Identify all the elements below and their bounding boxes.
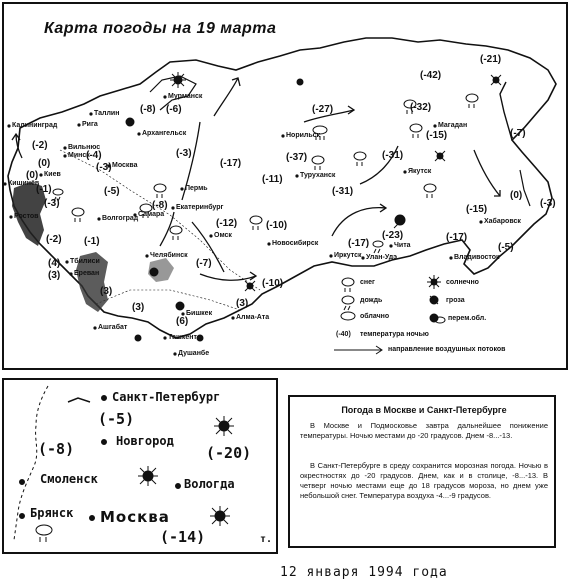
city-label-vladivostok: Владивосток: [454, 254, 500, 261]
city-label-yakutsk: Якутск: [408, 168, 432, 175]
legend-rain: дождь: [360, 297, 383, 304]
temperature-label: (-3): [540, 198, 556, 209]
temperature-label: (-6): [166, 104, 182, 115]
storm-icon: [430, 296, 438, 304]
temperature-label: (-1): [36, 184, 52, 195]
temperature-label: (-15): [466, 204, 488, 215]
city-dot-khabarovsk: [479, 220, 482, 223]
city-label-alma-ata: Алма-Ата: [236, 314, 270, 321]
variable-cloud-icon: [176, 302, 184, 310]
temperature-label: (-3): [96, 162, 112, 173]
city-label-novosibirsk: Новосибирск: [272, 240, 319, 247]
city-dot-tashkent: [163, 336, 166, 339]
temperature-label: (-3): [176, 148, 192, 159]
forecast-article: [288, 395, 556, 548]
city-label-ashgabat: Ашгабат: [98, 324, 128, 331]
city-label-tbilisi: Тбилиси: [70, 258, 100, 265]
city-label-kaliningrad: Калининград: [12, 122, 58, 129]
city-label-norilsk: Норильск: [286, 132, 321, 139]
snow-icon: [424, 184, 436, 198]
temperature-label: (-2): [32, 140, 48, 151]
city-dot-yakutsk: [403, 170, 406, 173]
city-label-chita: Чита: [394, 242, 411, 249]
legend-variable: перем.обл.: [448, 315, 487, 322]
inset-temp-west: (-8): [38, 440, 75, 458]
city-dot-dushanbe: [173, 352, 176, 355]
city-label-turukhansk: Туруханск: [300, 172, 336, 179]
city-label-rostov: Ростов: [14, 213, 39, 220]
city-label-vilnius: Вильнюс: [68, 144, 101, 151]
legend-night-temp-sample: (-40): [336, 331, 351, 338]
city-dot-arkhangelsk: [137, 132, 140, 135]
temperature-label: (4): [48, 258, 61, 269]
legend-cloudy: облачно: [360, 313, 390, 320]
snow-icon: [354, 152, 366, 166]
city-label-kishinev: Кишинёв: [8, 180, 40, 187]
city-dot-ekaterinburg: [171, 206, 174, 209]
city-dot-turukhansk: [295, 174, 298, 177]
temperature-label: (3): [236, 298, 249, 309]
temperature-label: (-8): [152, 200, 168, 211]
inset-city-bryansk: Брянск: [30, 506, 74, 520]
city-dot-minsk: [63, 154, 66, 157]
city-label-murmansk: Мурманск: [168, 93, 203, 100]
city-dot-vilnius: [63, 146, 66, 149]
city-dot-irkutsk: [329, 254, 332, 257]
temperature-label: (-17): [220, 158, 242, 169]
variable-cloud-icon: [135, 335, 141, 341]
legend-snow: снег: [360, 279, 375, 286]
city-dot-riga: [77, 123, 80, 126]
variable-cloud-icon: [197, 335, 203, 341]
temperature-label: (-10): [262, 278, 284, 289]
temperature-label: (-5): [104, 186, 120, 197]
city-dot-novosibirsk: [267, 242, 270, 245]
city-label-ekaterinburg: Екатеринбург: [176, 204, 224, 211]
city-dot-perm: [180, 187, 183, 190]
city-label-volgograd: Волгоград: [102, 215, 139, 222]
temperature-label: (-31): [332, 186, 354, 197]
inset-city-smolensk: Смоленск: [40, 472, 98, 486]
inset-city-novgorod: Новгород: [116, 434, 174, 448]
city-dot-tbilisi: [65, 260, 68, 263]
legend-air-flow: направление воздушных потоков: [388, 346, 506, 353]
variable-cloud-icon: [126, 118, 134, 126]
city-dot-vladivostok: [449, 256, 452, 259]
cloud-icon: [341, 312, 355, 320]
map-title: Карта погоды на 19 марта: [44, 20, 277, 37]
snow-icon: [250, 216, 262, 230]
temperature-label: (-37): [286, 152, 308, 163]
temperature-label: (-5): [498, 242, 514, 253]
temperature-label: (-23): [382, 230, 404, 241]
variable-cloud-icon: [150, 268, 158, 276]
inset-mark: т.: [260, 534, 273, 545]
inset-temp-east: (-20): [206, 444, 252, 462]
article-paragraph-spb: В Санкт-Петербурге в среду сохранится морозная погода. Ночью в окрестностях до -20 градусов. Днем, как и в столице, -8...-13. В четверг ночью местами еще до 18 градусов мороза, но днем уже небольшой снег. Температура воздуха -4...-9 градусов.: [300, 461, 548, 500]
temperature-label: (-17): [348, 238, 370, 249]
temperature-label: (-27): [312, 104, 334, 115]
city-dot-chelyabinsk: [145, 254, 148, 257]
flow-arrow-icon: [334, 346, 382, 354]
legend-storm: гроза: [446, 297, 465, 304]
temperature-label: (-7): [510, 128, 526, 139]
legend-sunny: солнечно: [446, 279, 479, 286]
temperature-label: (-3): [44, 198, 60, 209]
city-dot-kaliningrad: [7, 124, 10, 127]
city-dot-magadan: [433, 124, 436, 127]
inset-temp-spb: (-5): [98, 410, 135, 428]
snow-icon: [154, 184, 166, 198]
city-label-chelyabinsk: Челябинск: [150, 252, 188, 259]
temperature-label: (3): [100, 286, 113, 297]
temperature-label: (0): [38, 158, 51, 169]
city-dot-murmansk: [163, 95, 166, 98]
city-dot-norilsk: [281, 134, 284, 137]
city-dot-alma-ata: [231, 316, 234, 319]
legend-symbols: [334, 275, 445, 354]
temperature-label: (-42): [420, 70, 442, 81]
temperature-label: (0): [26, 170, 39, 181]
temperature-label: (-7): [196, 258, 212, 269]
city-dot-kiev: [39, 173, 42, 176]
city-dot-erevan: [69, 272, 72, 275]
city-label-irkutsk: Иркутск: [334, 252, 362, 259]
temperature-label: (-8): [140, 104, 156, 115]
snow-icon: [342, 278, 354, 292]
temperature-label: (-2): [46, 234, 62, 245]
snow-icon: [466, 94, 478, 108]
city-label-magadan: Магадан: [438, 122, 468, 129]
city-dot-tallinn: [89, 112, 92, 115]
sun-icon: [170, 72, 186, 88]
city-label-moscow: Москва: [112, 162, 138, 169]
temperature-label: (6): [176, 316, 189, 327]
inset-map-frame: [2, 378, 278, 554]
city-label-kiev: Киев: [44, 171, 61, 178]
city-dot-kishinev: [3, 182, 6, 185]
city-dot-volgograd: [97, 217, 100, 220]
city-label-omsk: Омск: [214, 232, 232, 239]
variable-cloud-icon: [394, 215, 405, 228]
city-dot-rostov: [9, 215, 12, 218]
city-label-arkhangelsk: Архангельск: [142, 130, 187, 137]
article-title: Погода в Москве и Санкт-Петербурге: [341, 405, 507, 415]
variable-cloud-icon: [430, 314, 445, 323]
sun-icon: [491, 75, 501, 85]
city-label-perm: Пермь: [185, 185, 208, 192]
temperature-label: (-11): [262, 174, 283, 185]
snow-icon: [72, 208, 84, 222]
city-dot-ashgabat: [93, 326, 96, 329]
city-label-samara: Самара: [138, 211, 165, 218]
temperature-label: (-17): [446, 232, 468, 243]
sun-icon: [245, 281, 255, 291]
temperature-label: (-12): [216, 218, 238, 229]
inset-temp-south: (-14): [160, 528, 206, 546]
city-label-khabarovsk: Хабаровск: [484, 218, 521, 225]
variable-cloud-icon: [297, 79, 303, 85]
sun-icon: [435, 151, 445, 161]
temperature-label: (-1): [84, 236, 100, 247]
city-label-erevan: Ереван: [74, 270, 100, 277]
city-dot-chita: [389, 244, 392, 247]
city-label-ulan-ude: Улан-Удэ: [366, 254, 398, 261]
inset-city-vologda: Вологда: [184, 477, 235, 491]
sun-icon: [427, 275, 441, 289]
inset-city-moscow: Москва: [100, 508, 170, 526]
city-label-tashkent: Ташкент: [168, 334, 197, 341]
publication-date: 12 января 1994 года: [280, 565, 448, 580]
rain-icon: [373, 241, 383, 253]
temperature-label: (-10): [266, 220, 288, 231]
city-label-minsk: Минск: [68, 152, 90, 159]
inset-city-spb: Санкт-Петербург: [112, 390, 221, 404]
temperature-label: (-21): [480, 54, 502, 65]
city-label-dushanbe: Душанбе: [178, 350, 210, 357]
rain-icon: [342, 296, 354, 310]
temperature-label: (-4): [86, 150, 102, 161]
city-label-riga: Рига: [82, 121, 98, 128]
temperature-label: (0): [510, 190, 523, 201]
city-label-tallinn: Таллин: [94, 110, 120, 117]
legend-night-temp: температура ночью: [360, 331, 429, 338]
snow-icon: [312, 156, 324, 170]
city-label-bishkek: Бишкек: [186, 310, 213, 317]
temperature-label: (3): [48, 270, 61, 281]
snow-icon: [410, 124, 422, 138]
temperature-label: (3): [132, 302, 145, 313]
temperature-label: (-31): [382, 150, 404, 161]
city-dot-omsk: [209, 234, 212, 237]
snow-icon: [170, 226, 182, 240]
temperature-label: (-15): [426, 130, 448, 141]
temperature-label: (-32): [410, 102, 432, 113]
article-paragraph-moscow: В Москве и Подмосковье завтра дальнейшее понижение температуры. Ночью местами до -20 градусов. Днем -8...-13.: [300, 421, 548, 440]
